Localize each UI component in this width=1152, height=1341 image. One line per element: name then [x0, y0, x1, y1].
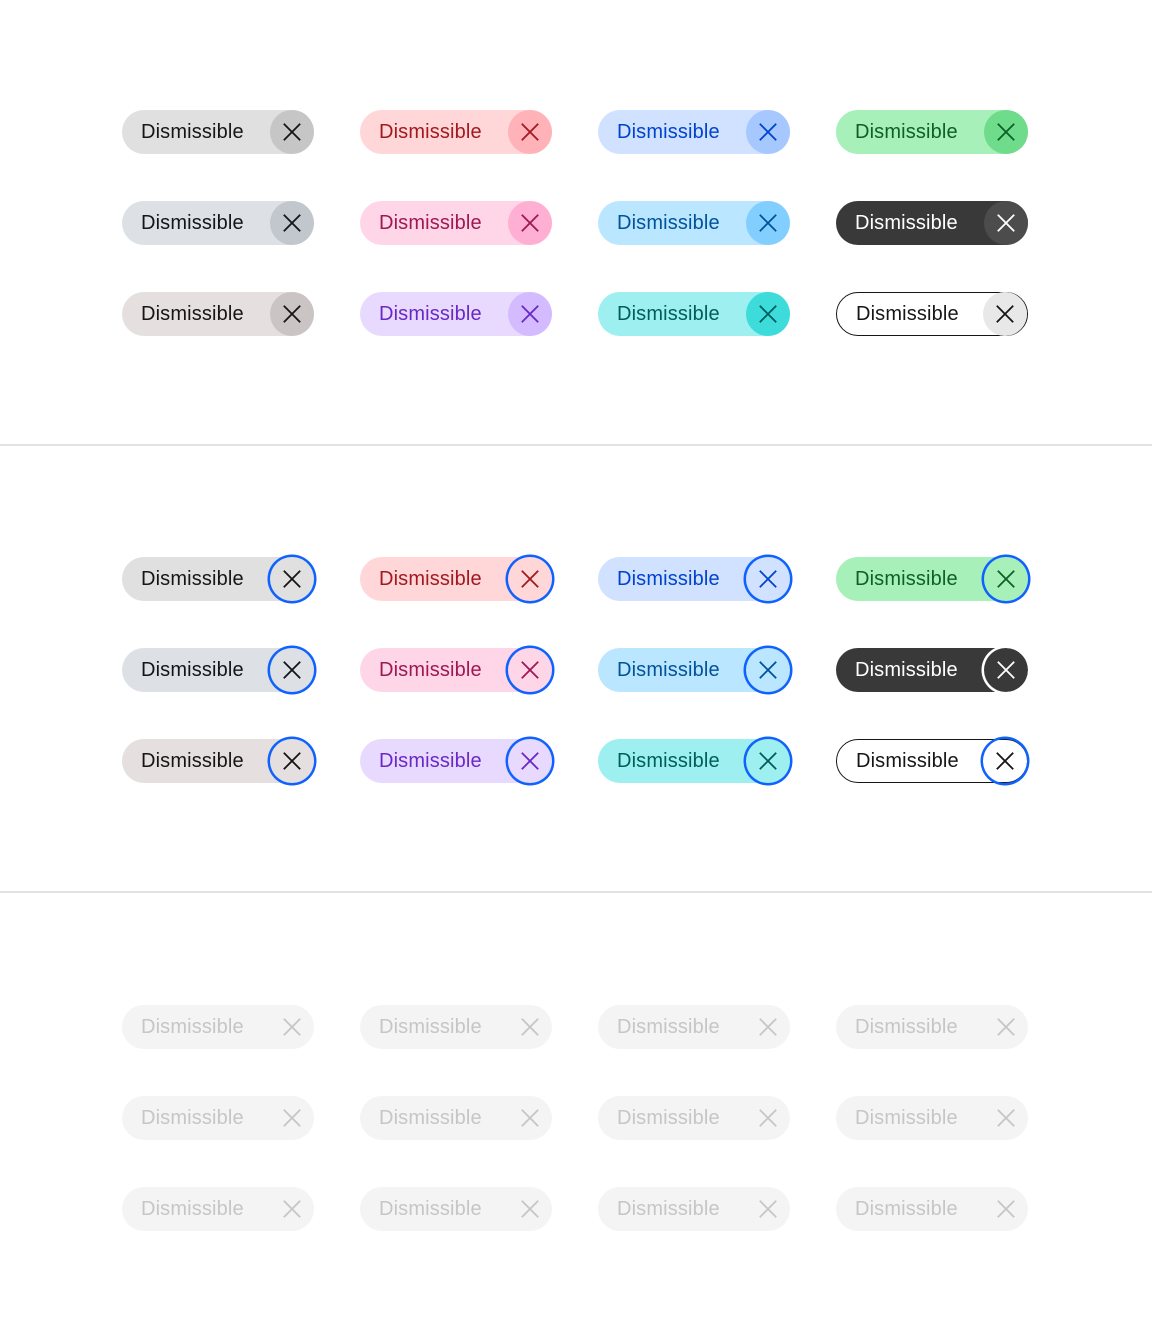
close-icon	[520, 751, 540, 771]
tag-cool-gray-focus	[122, 648, 314, 692]
tag-label: Dismissible	[379, 212, 482, 234]
tag-label: Dismissible	[855, 1107, 958, 1129]
tag-high-contrast-default	[836, 201, 1028, 245]
tag-label: Dismissible	[379, 1107, 482, 1129]
tag-label: Dismissible	[379, 568, 482, 590]
tag-blue-focus	[598, 557, 790, 601]
tag-cool-gray-default	[122, 201, 314, 245]
tag-close-button[interactable]	[983, 292, 1027, 336]
tag-green-default	[836, 110, 1028, 154]
tag-high-contrast-focus	[836, 648, 1028, 692]
tag-close-button[interactable]	[270, 110, 314, 154]
tag-close-button[interactable]	[984, 110, 1028, 154]
close-icon	[282, 1017, 302, 1037]
tag-magenta-default	[360, 201, 552, 245]
tag-green-focus	[836, 557, 1028, 601]
section-default-tags	[122, 110, 1028, 336]
tag-label: Dismissible	[141, 1198, 244, 1220]
tag-close-button[interactable]	[508, 557, 552, 601]
tag-close-button[interactable]	[746, 292, 790, 336]
tag-label: Dismissible	[141, 750, 244, 772]
tag-outline-default	[836, 292, 1028, 336]
tag-close-button[interactable]	[270, 557, 314, 601]
tag-close-button[interactable]	[508, 201, 552, 245]
tag-red-default	[360, 110, 552, 154]
tag-close-button[interactable]	[746, 648, 790, 692]
tag-warm-gray-disabled	[122, 1187, 314, 1231]
close-icon	[282, 122, 302, 142]
tag-label: Dismissible	[855, 568, 958, 590]
tag-label: Dismissible	[141, 212, 244, 234]
tag-label: Dismissible	[617, 1198, 720, 1220]
tag-label: Dismissible	[379, 121, 482, 143]
close-icon	[758, 660, 778, 680]
close-icon	[282, 1199, 302, 1219]
tag-close-button[interactable]	[270, 739, 314, 783]
close-icon	[520, 660, 540, 680]
tag-label: Dismissible	[855, 659, 958, 681]
tag-red-disabled	[360, 1005, 552, 1049]
tag-close-button	[984, 1187, 1028, 1231]
close-icon	[520, 213, 540, 233]
tag-label: Dismissible	[855, 1198, 958, 1220]
tag-warm-gray-default	[122, 292, 314, 336]
tag-close-button	[984, 1096, 1028, 1140]
close-icon	[996, 213, 1016, 233]
tag-magenta-focus	[360, 648, 552, 692]
close-icon	[996, 1108, 1016, 1128]
tag-cyan-disabled	[598, 1096, 790, 1140]
close-icon	[520, 122, 540, 142]
tag-label: Dismissible	[617, 1016, 720, 1038]
tag-close-button[interactable]	[508, 739, 552, 783]
tag-close-button	[746, 1096, 790, 1140]
tag-outline-disabled	[836, 1187, 1028, 1231]
tag-purple-default	[360, 292, 552, 336]
tag-close-button[interactable]	[508, 648, 552, 692]
tag-label: Dismissible	[141, 568, 244, 590]
tag-label: Dismissible	[617, 121, 720, 143]
tag-close-button[interactable]	[746, 739, 790, 783]
close-icon	[282, 304, 302, 324]
tag-close-button[interactable]	[508, 292, 552, 336]
close-icon	[758, 1017, 778, 1037]
close-icon	[758, 1108, 778, 1128]
tag-magenta-disabled	[360, 1096, 552, 1140]
close-icon	[282, 569, 302, 589]
close-icon	[282, 1108, 302, 1128]
close-icon	[282, 751, 302, 771]
tag-close-button	[270, 1096, 314, 1140]
tag-label: Dismissible	[379, 750, 482, 772]
tag-label: Dismissible	[617, 750, 720, 772]
tag-label: Dismissible	[617, 659, 720, 681]
tag-teal-focus	[598, 739, 790, 783]
close-icon	[996, 1199, 1016, 1219]
tag-label: Dismissible	[379, 303, 482, 325]
tag-close-button	[508, 1005, 552, 1049]
tag-label: Dismissible	[617, 303, 720, 325]
close-icon	[758, 1199, 778, 1219]
tag-label: Dismissible	[617, 1107, 720, 1129]
close-icon	[758, 569, 778, 589]
tag-blue-default	[598, 110, 790, 154]
tag-label: Dismissible	[141, 121, 244, 143]
tag-cool-gray-disabled	[122, 1096, 314, 1140]
close-icon	[520, 1017, 540, 1037]
section-disabled-tags	[122, 1005, 1028, 1231]
tag-close-button[interactable]	[746, 201, 790, 245]
tag-teal-default	[598, 292, 790, 336]
tag-close-button	[508, 1187, 552, 1231]
tag-close-button[interactable]	[508, 110, 552, 154]
tag-gray-default	[122, 110, 314, 154]
tag-label: Dismissible	[617, 212, 720, 234]
tag-outline-focus	[836, 739, 1028, 783]
close-icon	[758, 213, 778, 233]
tag-purple-disabled	[360, 1187, 552, 1231]
tag-close-button[interactable]	[270, 201, 314, 245]
tag-high-contrast-disabled	[836, 1096, 1028, 1140]
tag-gray-focus	[122, 557, 314, 601]
section-divider	[0, 444, 1152, 446]
tag-label: Dismissible	[141, 1107, 244, 1129]
close-icon	[996, 1017, 1016, 1037]
tag-label: Dismissible	[856, 303, 959, 325]
tag-close-button[interactable]	[983, 739, 1027, 783]
tag-label: Dismissible	[141, 1016, 244, 1038]
tag-close-button	[746, 1005, 790, 1049]
close-icon	[996, 569, 1016, 589]
tag-close-button[interactable]	[270, 292, 314, 336]
tag-label: Dismissible	[855, 121, 958, 143]
close-icon	[520, 1108, 540, 1128]
close-icon	[758, 122, 778, 142]
tag-label: Dismissible	[855, 212, 958, 234]
tag-close-button[interactable]	[984, 201, 1028, 245]
tag-label: Dismissible	[855, 1016, 958, 1038]
section-focus-tags	[122, 557, 1028, 783]
section-divider	[0, 891, 1152, 893]
tag-purple-focus	[360, 739, 552, 783]
tag-label: Dismissible	[617, 568, 720, 590]
close-icon	[758, 751, 778, 771]
close-icon	[520, 569, 540, 589]
tag-green-disabled	[836, 1005, 1028, 1049]
tag-close-button[interactable]	[984, 557, 1028, 601]
close-icon	[996, 122, 1016, 142]
tag-close-button	[746, 1187, 790, 1231]
close-icon	[995, 751, 1015, 771]
tag-label: Dismissible	[141, 303, 244, 325]
tag-gray-disabled	[122, 1005, 314, 1049]
tag-close-button[interactable]	[746, 110, 790, 154]
close-icon	[282, 213, 302, 233]
close-icon	[282, 660, 302, 680]
tag-label: Dismissible	[379, 1016, 482, 1038]
close-icon	[520, 304, 540, 324]
close-icon	[520, 1199, 540, 1219]
tag-label: Dismissible	[856, 750, 959, 772]
tag-label: Dismissible	[141, 659, 244, 681]
tag-close-button	[270, 1005, 314, 1049]
close-icon	[758, 304, 778, 324]
tag-warm-gray-focus	[122, 739, 314, 783]
tag-close-button	[984, 1005, 1028, 1049]
tag-cyan-focus	[598, 648, 790, 692]
tag-teal-disabled	[598, 1187, 790, 1231]
close-icon	[996, 660, 1016, 680]
tag-cyan-default	[598, 201, 790, 245]
tag-blue-disabled	[598, 1005, 790, 1049]
tag-red-focus	[360, 557, 552, 601]
tag-close-button[interactable]	[270, 648, 314, 692]
tag-close-button	[508, 1096, 552, 1140]
tag-close-button[interactable]	[984, 648, 1028, 692]
tag-close-button	[270, 1187, 314, 1231]
close-icon	[995, 304, 1015, 324]
tag-label: Dismissible	[379, 1198, 482, 1220]
tag-label: Dismissible	[379, 659, 482, 681]
tag-close-button[interactable]	[746, 557, 790, 601]
